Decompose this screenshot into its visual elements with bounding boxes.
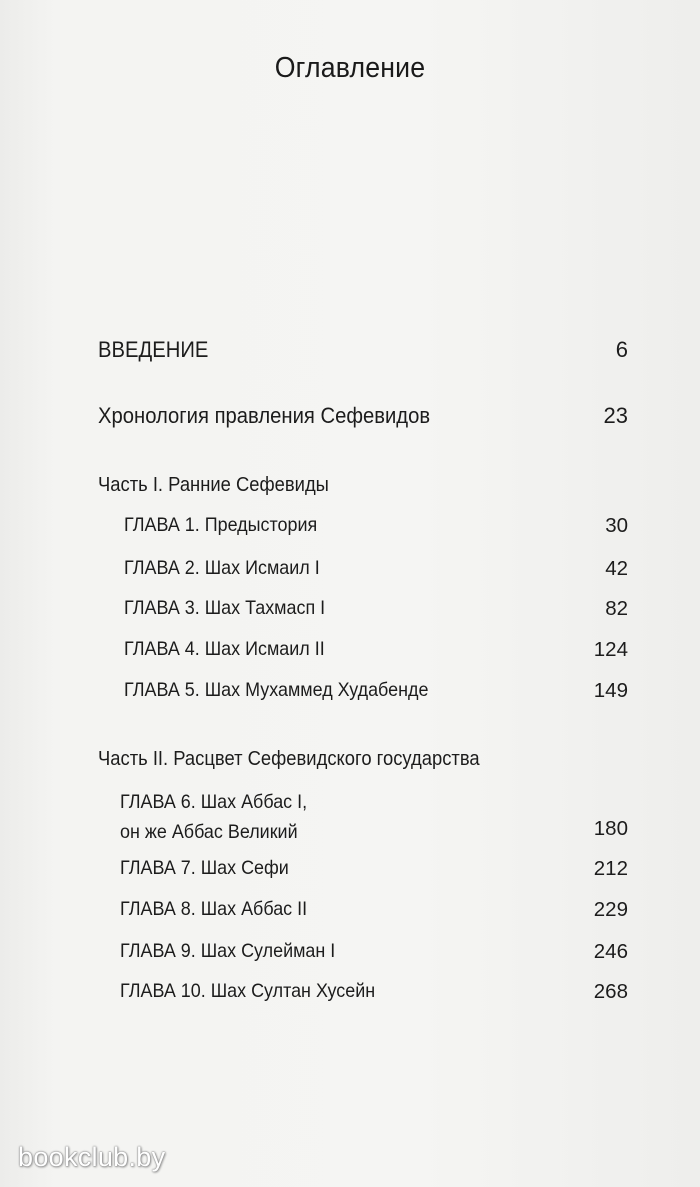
toc-entry-page: 212 (593, 857, 628, 880)
toc-entry-label: ГЛАВА 8. Шах Аббас II (120, 898, 308, 920)
toc-entry-label: ГЛАВА 9. Шах Сулейман I (120, 940, 336, 962)
toc-entry-introduction[interactable] (0, 337, 700, 371)
toc-entry-page: 82 (605, 597, 628, 620)
toc-entry-page: 229 (593, 898, 628, 921)
toc-entry-chronology[interactable] (0, 403, 700, 437)
toc-entry-chapter-9[interactable] (0, 940, 700, 974)
toc-entry-page: 42 (605, 557, 628, 580)
toc-entry-label-line-2: он же Аббас Великий (120, 821, 298, 843)
toc-part-2-heading: Часть II. Расцвет Сефевидского государства (98, 748, 480, 770)
toc-entry-label: ГЛАВА 2. Шах Исмаил I (124, 557, 320, 579)
toc-entry-chapter-1[interactable] (0, 514, 700, 548)
toc-entry-label: ГЛАВА 4. Шах Исмаил II (124, 638, 325, 660)
toc-entry-page: 6 (615, 337, 628, 362)
toc-part-1-heading: Часть I. Ранние Сефевиды (98, 474, 329, 496)
toc-entry-label: ГЛАВА 1. Предыстория (124, 514, 318, 536)
toc-entry-label: ВВЕДЕНИЕ (98, 337, 209, 362)
toc-entry-chapter-4[interactable] (0, 638, 700, 672)
toc-entry-chapter-10[interactable] (0, 980, 700, 1014)
toc-entry-page: 30 (605, 514, 628, 537)
toc-entry-label: ГЛАВА 10. Шах Султан Хусейн (120, 980, 376, 1002)
toc-entry-page: 23 (603, 403, 628, 428)
toc-entry-label: Хронология правления Сефевидов (98, 403, 431, 428)
toc-entry-label: ГЛАВА 5. Шах Мухаммед Худабенде (124, 679, 429, 701)
toc-entry-label: ГЛАВА 7. Шах Сефи (120, 857, 289, 879)
toc-entry-chapter-8[interactable] (0, 898, 700, 932)
toc-entry-page: 268 (593, 980, 628, 1003)
toc-entry-page: 246 (593, 940, 628, 963)
toc-entry-chapter-5[interactable] (0, 679, 700, 713)
toc-entry-page: 149 (593, 679, 628, 702)
toc-entry-page: 180 (593, 817, 628, 840)
toc-entry-label: ГЛАВА 3. Шах Тахмасп I (124, 597, 326, 619)
toc-entry-label-line-1: ГЛАВА 6. Шах Аббас I, (120, 791, 308, 813)
watermark-text: bookclub.by (18, 1142, 166, 1172)
toc-entry-chapter-2[interactable] (0, 557, 700, 591)
toc-entry-chapter-3[interactable] (0, 597, 700, 631)
toc-entry-chapter-7[interactable] (0, 857, 700, 891)
page-title: Оглавление (274, 52, 426, 84)
toc-entry-page: 124 (593, 638, 628, 661)
